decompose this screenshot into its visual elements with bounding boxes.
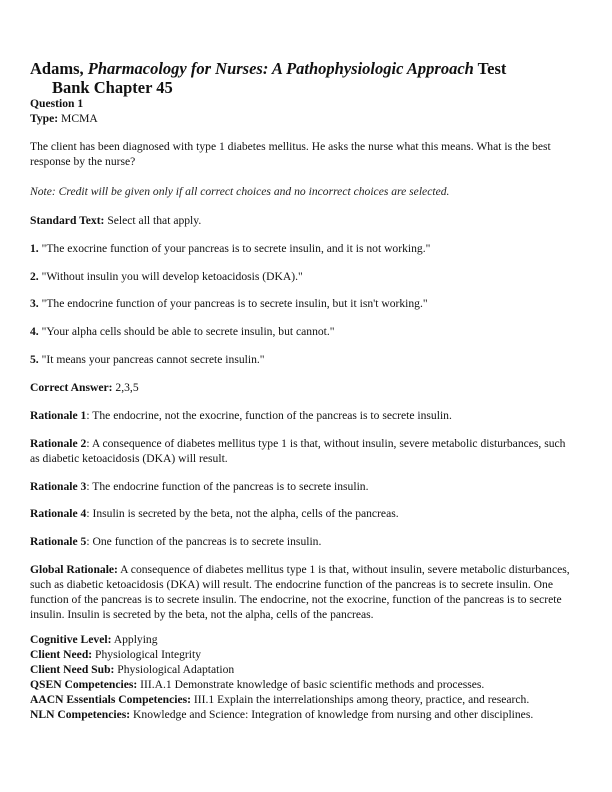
document-subtitle: Bank Chapter 45: [52, 78, 173, 97]
meta-cognitive-level: Cognitive Level: Applying: [30, 633, 158, 646]
meta-aacn: AACN Essentials Competencies: III.1 Explain the interrelationships among theory, practice, and research.: [30, 693, 530, 706]
choice-5: 5. "It means your pancreas cannot secrete insulin.": [30, 353, 265, 366]
meta-nln: NLN Competencies: Knowledge and Science: Integration of knowledge from nursing and other disciplines.: [30, 708, 534, 721]
question-number: Question 1: [30, 97, 84, 110]
rationale-2: Rationale 2: A consequence of diabetes mellitus type 1 is that, without insulin, severe metabolic disturbances, such as diabetic ketoacidosis (DKA) will result.: [30, 437, 566, 465]
global-rationale: Global Rationale: A consequence of diabetes mellitus type 1 is that, without insulin, severe metabolic disturbances, such as diabetic ketoacidosis (DKA) will result. The endocrine function of the pancreas is to secrete insulin. One function of the pancreas is to secrete insulin. The endocrine, not the exocrine, function of the pancreas is to secrete insulin. Insulin is secreted by the beta, not the alpha, cells of the pancreas.: [30, 563, 570, 621]
scoring-note: Note: Credit will be given only if all correct choices and no incorrect choices are selected.: [30, 185, 450, 198]
rationale-3: Rationale 3: The endocrine function of the pancreas is to secrete insulin.: [30, 480, 369, 493]
title-prefix: Adams,: [30, 59, 88, 78]
rationale-1: Rationale 1: The endocrine, not the exocrine, function of the pancreas is to secrete insulin.: [30, 409, 452, 422]
title-suffix: Test: [473, 59, 507, 78]
book-title: Pharmacology for Nurses: A Pathophysiologic Approach: [87, 59, 474, 78]
choice-4: 4. "Your alpha cells should be able to secrete insulin, but cannot.": [30, 325, 335, 338]
choice-1: 1. "The exocrine function of your pancreas is to secrete insulin, and it is not working.": [30, 242, 431, 255]
correct-answer: Correct Answer: 2,3,5: [30, 381, 139, 394]
rationale-5: Rationale 5: One function of the pancreas is to secrete insulin.: [30, 535, 322, 548]
choice-2: 2. "Without insulin you will develop ketoacidosis (DKA).": [30, 270, 303, 283]
meta-qsen: QSEN Competencies: III.A.1 Demonstrate knowledge of basic scientific methods and processes.: [30, 678, 485, 691]
standard-text: Standard Text: Select all that apply.: [30, 214, 202, 227]
document-title: [30, 59, 506, 78]
question-type: Type: MCMA: [30, 112, 98, 125]
meta-client-need-sub: Client Need Sub: Physiological Adaptation: [30, 663, 235, 676]
rationale-4: Rationale 4: Insulin is secreted by the beta, not the alpha, cells of the pancreas.: [30, 507, 399, 520]
question-stem: The client has been diagnosed with type 1 diabetes mellitus. He asks the nurse what this means. What is the best response by the nurse?: [30, 140, 551, 168]
meta-client-need: Client Need: Physiological Integrity: [30, 648, 201, 661]
choice-3: 3. "The endocrine function of your pancreas is to secrete insulin, but it isn't working.": [30, 297, 428, 310]
